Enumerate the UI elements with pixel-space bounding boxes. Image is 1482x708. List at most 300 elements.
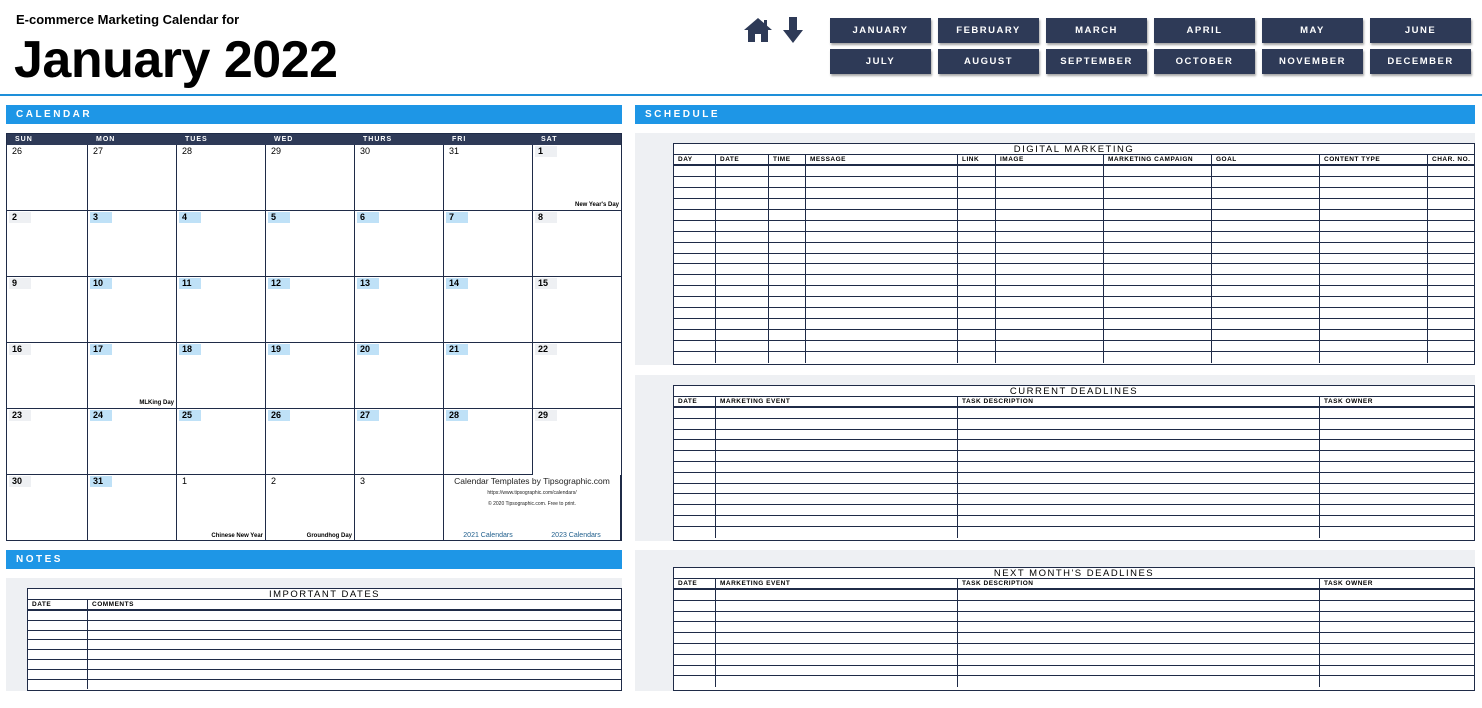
table-cell[interactable]: [958, 264, 996, 274]
table-cell[interactable]: [716, 177, 769, 187]
table-cell[interactable]: [806, 275, 958, 285]
table-cell[interactable]: [716, 199, 769, 209]
table-cell[interactable]: [769, 341, 806, 351]
calendar-day-cell[interactable]: [177, 409, 266, 475]
table-cell[interactable]: [28, 621, 88, 630]
table-cell[interactable]: [1104, 221, 1212, 231]
table-cell[interactable]: [769, 352, 806, 363]
table-cell[interactable]: [716, 319, 769, 329]
table-cell[interactable]: [88, 621, 621, 630]
table-cell[interactable]: [1212, 188, 1320, 198]
table-cell[interactable]: [1320, 484, 1474, 494]
table-cell[interactable]: [769, 319, 806, 329]
table-cell[interactable]: [1320, 254, 1428, 264]
table-cell[interactable]: [1212, 341, 1320, 351]
table-cell[interactable]: [958, 166, 996, 176]
table-cell[interactable]: [996, 319, 1104, 329]
table-cell[interactable]: [1212, 254, 1320, 264]
table-cell[interactable]: [674, 430, 716, 440]
table-cell[interactable]: [1104, 297, 1212, 307]
table-cell[interactable]: [806, 297, 958, 307]
table-cell[interactable]: [1104, 352, 1212, 363]
table-cell[interactable]: [958, 341, 996, 351]
table-cell[interactable]: [1428, 199, 1474, 209]
table-cell[interactable]: [958, 644, 1320, 654]
table-cell[interactable]: [806, 330, 958, 340]
table-cell[interactable]: [716, 590, 958, 600]
calendar-day-cell[interactable]: [7, 343, 88, 409]
calendar-day-cell[interactable]: [88, 409, 177, 475]
calendar-day-cell[interactable]: [266, 277, 355, 343]
table-cell[interactable]: [806, 221, 958, 231]
table-cell[interactable]: [958, 655, 1320, 665]
table-cell[interactable]: [958, 408, 1320, 418]
table-cell[interactable]: [1104, 286, 1212, 296]
table-cell[interactable]: [674, 408, 716, 418]
table-cell[interactable]: [996, 341, 1104, 351]
month-button-april[interactable]: APRIL: [1154, 18, 1255, 43]
table-cell[interactable]: [674, 232, 716, 242]
table-cell[interactable]: [716, 243, 769, 253]
table-cell[interactable]: [716, 676, 958, 687]
table-cell[interactable]: [769, 232, 806, 242]
table-cell[interactable]: [674, 644, 716, 654]
table-cell[interactable]: [674, 297, 716, 307]
calendar-day-cell[interactable]: [355, 475, 444, 541]
calendar-day-cell[interactable]: [7, 475, 88, 541]
table-cell[interactable]: [1212, 297, 1320, 307]
table-cell[interactable]: [769, 286, 806, 296]
table-cell[interactable]: [958, 516, 1320, 526]
calendar-day-cell[interactable]: [533, 343, 621, 409]
table-cell[interactable]: [806, 199, 958, 209]
table-cell[interactable]: [1428, 275, 1474, 285]
table-cell[interactable]: [674, 590, 716, 600]
table-cell[interactable]: [958, 286, 996, 296]
table-cell[interactable]: [674, 484, 716, 494]
table-cell[interactable]: [28, 640, 88, 649]
table-cell[interactable]: [674, 666, 716, 676]
table-cell[interactable]: [674, 612, 716, 622]
calendar-day-cell[interactable]: [266, 475, 355, 541]
table-cell[interactable]: [1104, 188, 1212, 198]
table-cell[interactable]: [674, 166, 716, 176]
table-cell[interactable]: [806, 188, 958, 198]
table-cell[interactable]: [1320, 232, 1428, 242]
table-cell[interactable]: [674, 341, 716, 351]
table-cell[interactable]: [1104, 232, 1212, 242]
table-cell[interactable]: [716, 275, 769, 285]
table-cell[interactable]: [958, 188, 996, 198]
table-cell[interactable]: [716, 330, 769, 340]
calendar-day-cell[interactable]: [444, 409, 533, 475]
table-cell[interactable]: [958, 612, 1320, 622]
table-cell[interactable]: [1212, 264, 1320, 274]
table-cell[interactable]: [1320, 440, 1474, 450]
table-cell[interactable]: [716, 341, 769, 351]
table-cell[interactable]: [1104, 177, 1212, 187]
table-cell[interactable]: [1320, 590, 1474, 600]
table-cell[interactable]: [1320, 177, 1428, 187]
table-cell[interactable]: [1320, 308, 1428, 318]
calendar-day-cell[interactable]: [355, 277, 444, 343]
table-cell[interactable]: [1428, 319, 1474, 329]
table-cell[interactable]: [1428, 232, 1474, 242]
table-cell[interactable]: [1212, 210, 1320, 220]
table-cell[interactable]: [958, 473, 1320, 483]
calendar-day-cell[interactable]: [266, 145, 355, 211]
table-cell[interactable]: [716, 633, 958, 643]
table-cell[interactable]: [1320, 275, 1428, 285]
table-cell[interactable]: [674, 633, 716, 643]
table-cell[interactable]: [1320, 505, 1474, 515]
table-cell[interactable]: [1104, 341, 1212, 351]
table-cell[interactable]: [1320, 352, 1428, 363]
table-cell[interactable]: [28, 611, 88, 620]
table-cell[interactable]: [716, 451, 958, 461]
table-cell[interactable]: [716, 232, 769, 242]
table-cell[interactable]: [716, 462, 958, 472]
calendar-day-cell[interactable]: [177, 277, 266, 343]
table-cell[interactable]: [716, 188, 769, 198]
table-cell[interactable]: [1212, 275, 1320, 285]
table-cell[interactable]: [1212, 308, 1320, 318]
table-cell[interactable]: [1320, 666, 1474, 676]
calendar-day-cell[interactable]: [88, 211, 177, 277]
table-cell[interactable]: [1428, 264, 1474, 274]
table-cell[interactable]: [88, 611, 621, 620]
table-cell[interactable]: [769, 177, 806, 187]
calendar-day-cell[interactable]: [266, 409, 355, 475]
table-cell[interactable]: [716, 352, 769, 363]
calendar-day-cell[interactable]: [533, 211, 621, 277]
calendar-day-cell[interactable]: [444, 277, 533, 343]
month-button-october[interactable]: OCTOBER: [1154, 49, 1255, 74]
table-cell[interactable]: [958, 308, 996, 318]
table-cell[interactable]: [1212, 352, 1320, 363]
table-cell[interactable]: [716, 601, 958, 611]
month-button-july[interactable]: JULY: [830, 49, 931, 74]
table-cell[interactable]: [806, 319, 958, 329]
table-cell[interactable]: [996, 308, 1104, 318]
table-cell[interactable]: [958, 451, 1320, 461]
table-cell[interactable]: [1104, 308, 1212, 318]
table-cell[interactable]: [1428, 286, 1474, 296]
table-cell[interactable]: [1428, 341, 1474, 351]
table-cell[interactable]: [1428, 254, 1474, 264]
calendar-day-cell[interactable]: [88, 277, 177, 343]
table-cell[interactable]: [716, 166, 769, 176]
table-cell[interactable]: [88, 670, 621, 679]
calendar-day-cell[interactable]: [177, 211, 266, 277]
table-cell[interactable]: [769, 330, 806, 340]
table-cell[interactable]: [996, 166, 1104, 176]
table-cell[interactable]: [1212, 232, 1320, 242]
table-cell[interactable]: [674, 352, 716, 363]
table-cell[interactable]: [806, 308, 958, 318]
table-cell[interactable]: [958, 440, 1320, 450]
table-cell[interactable]: [674, 451, 716, 461]
table-cell[interactable]: [1428, 210, 1474, 220]
calendar-day-cell[interactable]: [266, 211, 355, 277]
table-cell[interactable]: [88, 650, 621, 659]
calendar-day-cell[interactable]: [355, 409, 444, 475]
table-cell[interactable]: [769, 243, 806, 253]
month-button-december[interactable]: DECEMBER: [1370, 49, 1471, 74]
table-cell[interactable]: [716, 473, 958, 483]
table-cell[interactable]: [1104, 319, 1212, 329]
calendar-day-cell[interactable]: [533, 277, 621, 343]
table-cell[interactable]: [958, 177, 996, 187]
table-cell[interactable]: [1320, 319, 1428, 329]
table-cell[interactable]: [1320, 221, 1428, 231]
calendar-day-cell[interactable]: [7, 145, 88, 211]
table-cell[interactable]: [674, 177, 716, 187]
table-cell[interactable]: [1428, 188, 1474, 198]
table-cell[interactable]: [996, 275, 1104, 285]
table-cell[interactable]: [958, 319, 996, 329]
table-cell[interactable]: [1320, 408, 1474, 418]
table-cell[interactable]: [716, 221, 769, 231]
calendar-day-cell[interactable]: [177, 343, 266, 409]
table-cell[interactable]: [1320, 516, 1474, 526]
table-cell[interactable]: [1428, 330, 1474, 340]
table-cell[interactable]: [716, 484, 958, 494]
table-cell[interactable]: [1320, 601, 1474, 611]
table-cell[interactable]: [1320, 462, 1474, 472]
table-cell[interactable]: [716, 516, 958, 526]
table-cell[interactable]: [674, 655, 716, 665]
arrow-down-icon[interactable]: [781, 16, 805, 44]
table-cell[interactable]: [1212, 330, 1320, 340]
table-cell[interactable]: [958, 330, 996, 340]
month-button-may[interactable]: MAY: [1262, 18, 1363, 43]
table-cell[interactable]: [716, 308, 769, 318]
table-cell[interactable]: [806, 341, 958, 351]
table-cell[interactable]: [769, 199, 806, 209]
table-cell[interactable]: [769, 221, 806, 231]
table-cell[interactable]: [996, 352, 1104, 363]
table-cell[interactable]: [674, 286, 716, 296]
table-cell[interactable]: [769, 264, 806, 274]
calendar-day-cell[interactable]: [355, 211, 444, 277]
table-cell[interactable]: [1320, 527, 1474, 538]
table-cell[interactable]: [1212, 286, 1320, 296]
calendar-day-cell[interactable]: [444, 211, 533, 277]
table-cell[interactable]: [958, 601, 1320, 611]
month-button-november[interactable]: NOVEMBER: [1262, 49, 1363, 74]
table-cell[interactable]: [674, 494, 716, 504]
table-cell[interactable]: [1212, 243, 1320, 253]
table-cell[interactable]: [1428, 221, 1474, 231]
table-cell[interactable]: [674, 188, 716, 198]
table-cell[interactable]: [674, 319, 716, 329]
table-cell[interactable]: [28, 650, 88, 659]
table-cell[interactable]: [806, 166, 958, 176]
table-cell[interactable]: [1320, 622, 1474, 632]
table-cell[interactable]: [1104, 254, 1212, 264]
calendar-day-cell[interactable]: [7, 409, 88, 475]
table-cell[interactable]: [996, 297, 1104, 307]
calendar-day-cell[interactable]: [88, 343, 177, 409]
table-cell[interactable]: [1320, 297, 1428, 307]
table-cell[interactable]: [806, 243, 958, 253]
table-cell[interactable]: [674, 264, 716, 274]
table-cell[interactable]: [769, 254, 806, 264]
table-cell[interactable]: [1320, 419, 1474, 429]
table-cell[interactable]: [1320, 655, 1474, 665]
table-cell[interactable]: [958, 527, 1320, 538]
table-cell[interactable]: [996, 243, 1104, 253]
table-cell[interactable]: [958, 275, 996, 285]
table-cell[interactable]: [1104, 243, 1212, 253]
table-cell[interactable]: [1320, 264, 1428, 274]
table-cell[interactable]: [1428, 243, 1474, 253]
table-cell[interactable]: [1320, 286, 1428, 296]
table-cell[interactable]: [806, 232, 958, 242]
table-cell[interactable]: [1212, 177, 1320, 187]
table-cell[interactable]: [1320, 166, 1428, 176]
table-cell[interactable]: [769, 308, 806, 318]
month-button-june[interactable]: JUNE: [1370, 18, 1471, 43]
month-button-august[interactable]: AUGUST: [938, 49, 1039, 74]
table-cell[interactable]: [674, 601, 716, 611]
table-cell[interactable]: [958, 352, 996, 363]
table-cell[interactable]: [958, 297, 996, 307]
table-cell[interactable]: [1320, 494, 1474, 504]
table-cell[interactable]: [88, 680, 621, 690]
table-cell[interactable]: [716, 430, 958, 440]
table-cell[interactable]: [958, 633, 1320, 643]
link-2023-calendars[interactable]: 2023 Calendars: [551, 532, 601, 539]
table-cell[interactable]: [1428, 177, 1474, 187]
table-cell[interactable]: [716, 440, 958, 450]
table-cell[interactable]: [769, 166, 806, 176]
table-cell[interactable]: [1104, 264, 1212, 274]
calendar-day-cell[interactable]: [7, 277, 88, 343]
table-cell[interactable]: [1320, 188, 1428, 198]
table-cell[interactable]: [996, 177, 1104, 187]
table-cell[interactable]: [958, 505, 1320, 515]
table-cell[interactable]: [1320, 676, 1474, 687]
calendar-day-cell[interactable]: [533, 409, 621, 475]
table-cell[interactable]: [674, 527, 716, 538]
table-cell[interactable]: [958, 243, 996, 253]
table-cell[interactable]: [28, 670, 88, 679]
table-cell[interactable]: [674, 330, 716, 340]
table-cell[interactable]: [716, 644, 958, 654]
table-cell[interactable]: [1104, 199, 1212, 209]
table-cell[interactable]: [996, 254, 1104, 264]
table-cell[interactable]: [674, 199, 716, 209]
table-cell[interactable]: [674, 462, 716, 472]
table-cell[interactable]: [1212, 221, 1320, 231]
table-cell[interactable]: [806, 254, 958, 264]
table-cell[interactable]: [716, 408, 958, 418]
calendar-day-cell[interactable]: [177, 475, 266, 541]
table-cell[interactable]: [1428, 308, 1474, 318]
table-cell[interactable]: [1104, 210, 1212, 220]
table-cell[interactable]: [674, 516, 716, 526]
table-cell[interactable]: [716, 419, 958, 429]
calendar-day-cell[interactable]: [533, 145, 621, 211]
table-cell[interactable]: [996, 199, 1104, 209]
table-cell[interactable]: [716, 297, 769, 307]
table-cell[interactable]: [716, 612, 958, 622]
table-cell[interactable]: [1104, 330, 1212, 340]
table-cell[interactable]: [28, 660, 88, 669]
table-cell[interactable]: [996, 232, 1104, 242]
calendar-day-cell[interactable]: [444, 145, 533, 211]
table-cell[interactable]: [674, 505, 716, 515]
month-button-february[interactable]: FEBRUARY: [938, 18, 1039, 43]
table-cell[interactable]: [1320, 451, 1474, 461]
table-cell[interactable]: [806, 210, 958, 220]
table-cell[interactable]: [1320, 341, 1428, 351]
calendar-day-cell[interactable]: [266, 343, 355, 409]
table-cell[interactable]: [958, 254, 996, 264]
calendar-day-cell[interactable]: [444, 343, 533, 409]
table-cell[interactable]: [716, 655, 958, 665]
table-cell[interactable]: [958, 590, 1320, 600]
table-cell[interactable]: [996, 264, 1104, 274]
table-cell[interactable]: [958, 430, 1320, 440]
table-cell[interactable]: [674, 308, 716, 318]
table-cell[interactable]: [674, 275, 716, 285]
table-cell[interactable]: [674, 243, 716, 253]
table-cell[interactable]: [1212, 199, 1320, 209]
table-cell[interactable]: [958, 484, 1320, 494]
table-cell[interactable]: [769, 297, 806, 307]
table-cell[interactable]: [958, 199, 996, 209]
month-button-september[interactable]: SEPTEMBER: [1046, 49, 1147, 74]
calendar-day-cell[interactable]: [88, 145, 177, 211]
table-cell[interactable]: [1104, 166, 1212, 176]
table-cell[interactable]: [716, 264, 769, 274]
table-cell[interactable]: [1320, 633, 1474, 643]
table-cell[interactable]: [674, 622, 716, 632]
table-cell[interactable]: [769, 188, 806, 198]
table-cell[interactable]: [1320, 330, 1428, 340]
table-cell[interactable]: [958, 221, 996, 231]
table-cell[interactable]: [716, 210, 769, 220]
table-cell[interactable]: [1320, 243, 1428, 253]
table-cell[interactable]: [674, 210, 716, 220]
table-cell[interactable]: [28, 631, 88, 640]
table-cell[interactable]: [716, 505, 958, 515]
table-cell[interactable]: [996, 221, 1104, 231]
table-cell[interactable]: [1320, 612, 1474, 622]
table-cell[interactable]: [1320, 473, 1474, 483]
table-cell[interactable]: [716, 494, 958, 504]
calendar-day-cell[interactable]: [355, 145, 444, 211]
table-cell[interactable]: [1428, 166, 1474, 176]
table-cell[interactable]: [1320, 210, 1428, 220]
table-cell[interactable]: [674, 221, 716, 231]
table-cell[interactable]: [1320, 199, 1428, 209]
table-cell[interactable]: [958, 666, 1320, 676]
table-cell[interactable]: [958, 462, 1320, 472]
link-2021-calendars[interactable]: 2021 Calendars: [463, 532, 513, 539]
table-cell[interactable]: [958, 232, 996, 242]
table-cell[interactable]: [958, 494, 1320, 504]
calendar-day-cell[interactable]: [355, 343, 444, 409]
calendar-day-cell[interactable]: [88, 475, 177, 541]
home-icon[interactable]: [743, 16, 773, 44]
table-cell[interactable]: [958, 622, 1320, 632]
table-cell[interactable]: [716, 622, 958, 632]
table-cell[interactable]: [806, 352, 958, 363]
